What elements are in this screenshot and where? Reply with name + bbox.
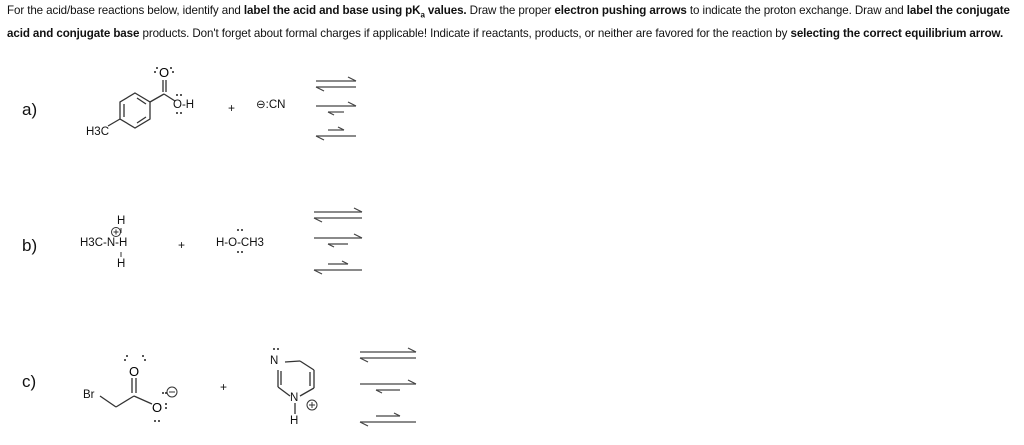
equilibrium-arrows-b [314, 208, 362, 274]
bromine-atom: Br [83, 389, 95, 401]
reaction-label-a: a) [22, 100, 38, 119]
reaction-label-b: b) [22, 236, 38, 255]
ammonium-h-bottom: H [117, 258, 126, 270]
plus-sign-c: + [220, 380, 228, 394]
negative-charge-c [167, 387, 177, 397]
hydroxyl-group-a: O-H [173, 99, 195, 111]
pyridinium-ring [278, 361, 314, 414]
benzene-ring-a [108, 80, 175, 128]
bromoacetate-bonds [100, 378, 152, 407]
positive-charge-c [307, 400, 317, 410]
pyridinium-hydrogen: H [290, 415, 299, 427]
alkoxide-oxygen-c: O [151, 400, 163, 415]
ammonium-h-top: H [117, 215, 126, 227]
methylammonium-ion: H3C-N-H [80, 237, 128, 249]
methyl-group-a: H3C [86, 126, 110, 138]
pyridinium-nitrogen: N [290, 392, 299, 404]
plus-sign-b: + [178, 238, 186, 252]
methanol: H-O-CH3 [216, 237, 264, 249]
cyanide-ion: ⊖:CN [256, 99, 286, 111]
lone-pairs-pyridine [273, 348, 279, 350]
equilibrium-arrows-a [316, 77, 356, 140]
equilibrium-arrows-c [360, 348, 416, 426]
carbonyl-oxygen-a: O [158, 65, 170, 80]
reaction-label-c: c) [22, 372, 37, 391]
pyridine-nitrogen: N [270, 355, 279, 367]
plus-sign-a: + [228, 101, 236, 115]
instructions-text: For the acid/base reactions below, identify and label the acid and base using $pK_a$ values. Draw the proper electron pushing arrows to indicate the proton exchange. Draw and label the conjugate acid and conjugate base products. Don't forget about formal charges if applicable! Indicate if reactants, products, or neither are favored for the reaction by selecting the correct equilibrium arrow. [7, 4, 1010, 41]
carbonyl-oxygen-c: O [128, 364, 140, 379]
